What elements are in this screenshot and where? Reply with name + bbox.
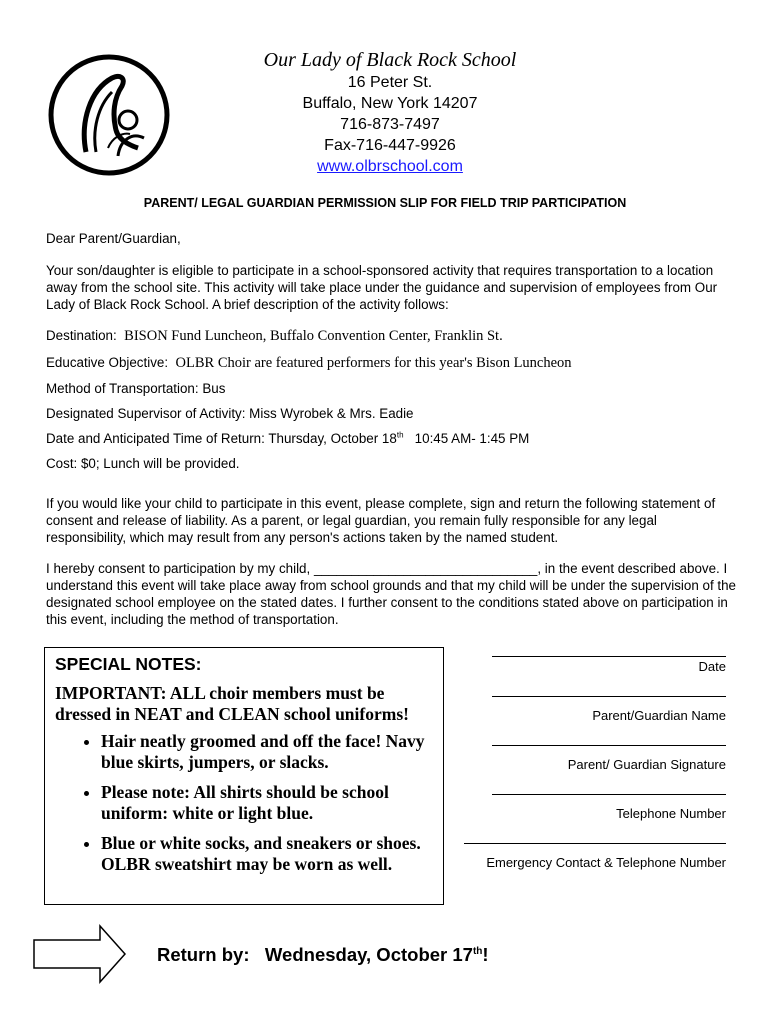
return-by-line: Return by: Wednesday, October 17th!	[157, 944, 489, 965]
special-notes-box	[44, 647, 444, 905]
supervisor-line: Designated Supervisor of Activity: Miss Wyrobek & Mrs. Eadie	[46, 406, 414, 421]
transport-line: Method of Transportation: Bus	[46, 381, 226, 396]
destination-line: Destination: BISON Fund Luncheon, Buffalo Convention Center, Franklin St.	[46, 328, 503, 344]
salutation: Dear Parent/Guardian,	[46, 231, 181, 246]
guardian-name-label: Parent/Guardian Name	[592, 708, 726, 723]
list-item: • Please note: All shirts should be school uniform: white or light blue.	[101, 782, 433, 824]
cost-line: Cost: $0; Lunch will be provided.	[46, 456, 240, 471]
arrow-right-icon	[32, 924, 128, 984]
address-street: 16 Peter St.	[347, 74, 433, 91]
page-title: PARENT/ LEGAL GUARDIAN PERMISSION SLIP FOR FIELD TRIP PARTICIPATION	[143, 196, 627, 210]
school-name: Our Lady of Black Rock School	[263, 49, 517, 71]
fax-number: Fax-716-447-9926	[324, 137, 456, 154]
guardian-signature-label: Parent/ Guardian Signature	[567, 757, 726, 772]
address-city: Buffalo, New York 14207	[302, 95, 478, 112]
return-time-line: Date and Anticipated Time of Return: Thursday, October 18th 10:45 AM- 1:45 PM	[46, 430, 530, 446]
notes-list	[55, 731, 433, 875]
phone-number: 716-873-7497	[340, 116, 440, 133]
telephone-field[interactable]	[492, 794, 726, 795]
guardian-signature-field[interactable]	[492, 745, 726, 746]
list-item: • Hair neatly groomed and off the face! Navy blue skirts, jumpers, or slacks.	[101, 731, 433, 773]
school-logo	[46, 52, 172, 178]
notes-heading: SPECIAL NOTES:	[55, 654, 202, 674]
emergency-contact-field[interactable]	[464, 843, 726, 844]
website-link[interactable]: www.olbrschool.com	[317, 158, 463, 175]
important-note: IMPORTANT: ALL choir members must be dressed in NEAT and CLEAN school uniforms!	[55, 683, 409, 724]
hereby-paragraph: I hereby consent to participation by my child, ______________________________, in the event described above. I understand this event will take place away from school grounds and that my child will be under the supervision of the designated school employee on the stated dates. I further consent to the conditions stated above on participation in this event, including the method of transportation.	[46, 561, 736, 627]
telephone-label: Telephone Number	[616, 806, 726, 821]
consent-paragraph: If you would like your child to participate in this event, please complete, sign and return the following statement of consent and release of liability. As a parent, or legal guardian, you remain fully responsible for any legal responsibility, which may result from any person's actions taken by the named student.	[46, 496, 716, 545]
list-item: • Blue or white socks, and sneakers or shoes. OLBR sweatshirt may be worn as well.	[101, 833, 433, 875]
objective-line: Educative Objective: OLBR Choir are featured performers for this year's Bison Luncheon	[46, 355, 572, 371]
emergency-contact-label: Emergency Contact & Telephone Number	[486, 855, 726, 870]
date-label: Date	[698, 659, 726, 674]
guardian-name-field[interactable]	[492, 696, 726, 697]
date-field[interactable]	[492, 656, 726, 657]
intro-paragraph: Your son/daughter is eligible to participate in a school-sponsored activity that requires transportation to a location away from the school site. This activity will take place under the guidance and supervision of employees from Our Lady of Black Rock School. A brief description of the activity follows:	[46, 263, 718, 312]
